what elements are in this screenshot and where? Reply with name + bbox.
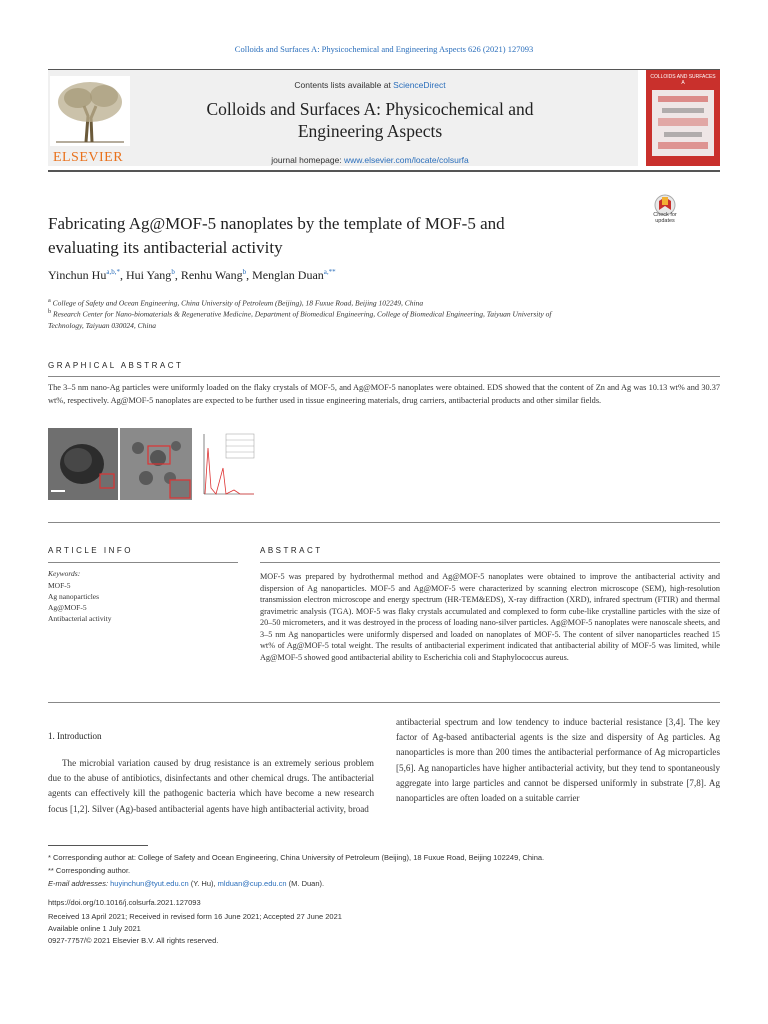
abstract-label: ABSTRACT [260,546,323,555]
cover-pattern [652,90,714,156]
article-info-label: ARTICLE INFO [48,546,133,555]
author-name[interactable]: Renhu Wang [180,268,243,282]
masthead-top-rule [48,69,720,70]
available-online: Available online 1 July 2021 [48,924,141,933]
author-separator: , [174,268,181,282]
check-label-line-1: Check for [653,212,677,218]
author-name[interactable]: Menglan Duan [252,268,324,282]
abstract-bottom-rule [48,702,720,703]
author-separator: , [119,268,126,282]
cover-artwork [652,90,714,156]
journal-title-line-2: Engineering Aspects [297,121,443,141]
keyword-item: MOF-5 [48,581,71,590]
doi-link[interactable]: https://doi.org/10.1016/j.colsurfa.2021.127093 [48,898,201,907]
keyword-item: Ag nanoparticles [48,592,100,601]
keywords-label: Keywords: [48,569,81,578]
article-title-line-1: Fabricating Ag@MOF-5 nanoplates by the template of MOF-5 and [48,214,505,233]
abstract-rule [260,562,720,563]
author-affil-marker[interactable]: a,** [323,268,336,276]
author-affil-marker[interactable]: b [242,268,247,276]
email-owner: (M. Duan). [286,879,325,888]
graphical-abstract-figure[interactable] [48,428,258,500]
abstract-text: MOF-5 was prepared by hydrothermal method and Ag@MOF-5 nanoplates were obtained to improve the antibacterial activity and dispersion of Ag nanoparticles. MOF-5 and Ag@MOF-5 were characterized by scanning electron microscope (SEM), high-resolution transmission electron microscope and energy spectrum (HR-TEM&EDS), X-ray diffraction (XRD), infrared spectrum (FTIR) and thermal gravimetric analysis (TGA). MOF-5 was flaky crystals accumulated and complexed to form cube-like crystalline particles with the size of 20–50 micrometers, and it was destroyed in the process of loading nano-silver particles. Ag@MOF-5 nanoplates were nanoscale sheets, and 3–5 nm Ag nanoparticles were uniformly dispersed and loaded on nanoplates of MOF-5. The content of silver nanoparticles reached 15 wt% of Ag@MOF-5 total weight. The results of antibacterial experiment indicated that antibacterial ability of MOF-5 was limited, while Ag@MOF-5 showed good antibacterial ability to Escherichia coli and Staphylococcus aureus. [260,572,720,662]
affiliation-marker: b [48,308,52,315]
email-owner: (Y. Hu), [188,879,218,888]
journal-title [160,98,580,142]
affiliation-marker: a [48,297,51,304]
graphical-abstract-rule [48,376,720,377]
intro-right-column: antibacterial spectrum and low tendency to induce bacterial resistance [3,4]. The key factor of Ag-based antibacterial agents is the size and dispersity of Ag particles. Ag nanoparticles is more than 200 times the antibacterial performance of Ag microparticles [5,6]. Ag nanoparticles have higher antibacterial activity, but they tend to spontaneously aggregate into large particles and cannot be dispersed uniformly in substrate [7,8]. Ag nanoparticles are often loaded on a suitable carrier [396,717,720,804]
article-info-rule [48,562,238,563]
check-for-updates-label[interactable] [644,212,686,224]
intro-left-column: The microbial variation caused by drug resistance is an extremely serious problem due to the abuse of antibiotics, disinfectants and other chemical drugs. The antibacterial agents can effectively kill the pathogenic bacteria which have become a new research focus [1,2]. Silver (Ag)-based antibacterial agents have high antibacterial activity, broad [48,758,374,814]
author-name[interactable]: Hui Yang [125,268,172,282]
email-link[interactable]: mlduan@cup.edu.cn [217,879,287,888]
elsevier-wordmark: ELSEVIER [52,150,124,165]
cover-title: COLLOIDS AND SURFACES A [650,74,716,86]
author-list [48,268,688,283]
article-title [48,212,608,260]
journal-title-line-1: Colloids and Surfaces A: Physicochemical and [206,99,534,119]
keyword-item: Antibacterial activity [48,614,112,623]
contents-prefix: Contents lists available at [294,80,394,90]
section-heading-introduction: 1. Introduction [48,731,102,741]
affiliation-b-text-1: Research Center for Nano-biomaterials & Regenerative Medicine, Department of Biomedical Engineering, College of Biomedical Engineering, Taiyuan University of [53,309,552,319]
affiliation-a-text: College of Safety and Ocean Engineering, China University of Petroleum (Beijing), 18 Fuxue Road, Beijing 102249, China [52,298,424,308]
author-affil-marker[interactable]: a,b,* [106,268,120,276]
footnote-rule [48,845,148,846]
journal-cover-image[interactable] [646,70,720,166]
footnote-emails [48,878,720,889]
footnote-corresponding-2: ** Corresponding author. [48,866,131,875]
check-label-line-2: updates [655,218,675,224]
article-title-line-2: evaluating its antibacterial activity [48,238,283,257]
graphical-abstract-text: The 3–5 nm nano-Ag particles were uniformly loaded on the flaky crystals of MOF-5, and Ag@MOF-5 nanoplates were obtained. EDS showed that the content of Zn and Ag was 10.13 wt% and 30.37 wt%, respectively. Ag@MOF-5 nanoplates are expected to be further used in tissue engineering materials, drug carriers, antibacterial products and other similar fields. [48,383,720,405]
author-affil-marker[interactable]: b [171,268,175,276]
affiliation-b-text-2: Technology, Taiyuan 030024, China [48,320,156,330]
footnote-corresponding-1: * Corresponding author at: College of Safety and Ocean Engineering, China University of Petroleum (Beijing), 18 Fuxue Road, Beijing 102249, China. [48,853,545,862]
author-name[interactable]: Yinchun Hu [48,268,107,282]
contents-line [160,80,580,90]
homepage-prefix: journal homepage: [271,155,345,165]
copyright: 0927-7757/© 2021 Elsevier B.V. All rights reserved. [48,936,219,945]
affiliation-b [48,306,668,331]
email-label: E-mail addresses: [48,879,109,888]
running-header[interactable]: Colloids and Surfaces A: Physicochemical and Engineering Aspects 626 (2021) 127093 [234,44,534,54]
received-dates: Received 13 April 2021; Received in revised form 16 June 2021; Accepted 27 June 2021 [48,912,342,921]
homepage-link[interactable]: www.elsevier.com/locate/colsurfa [344,155,469,165]
masthead-bottom-rule [48,170,720,172]
graphical-abstract-label: GRAPHICAL ABSTRACT [48,361,184,370]
keyword-item: Ag@MOF-5 [48,603,87,612]
author-separator: , [246,268,253,282]
sciencedirect-link[interactable]: ScienceDirect [393,80,446,90]
journal-homepage [160,155,580,165]
email-link[interactable]: huyinchun@tyut.edu.cn [110,879,189,888]
graphical-abstract-bottom-rule [48,522,720,523]
